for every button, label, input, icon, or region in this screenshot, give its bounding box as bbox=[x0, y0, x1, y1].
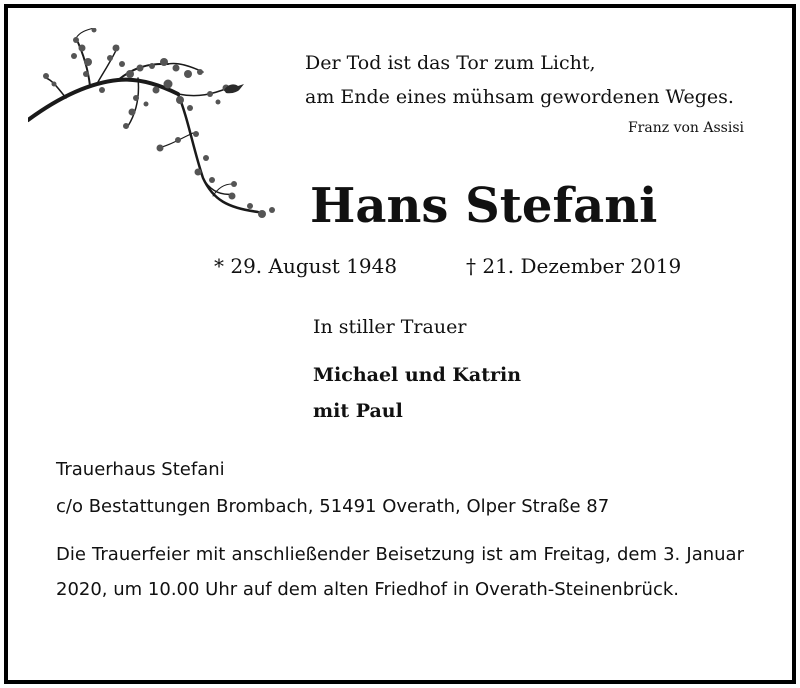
deceased-name: Hans Stefani bbox=[310, 178, 658, 234]
quote-line-1: Der Tod ist das Tor zum Licht, bbox=[305, 52, 596, 74]
blossom-branch-illustration bbox=[28, 28, 288, 228]
mourning-intro: In stiller Trauer bbox=[313, 316, 467, 338]
quote-line-2: am Ende eines mühsam gewordenen Weges. bbox=[305, 86, 734, 108]
mourner-line: Michael und Katrin bbox=[313, 364, 522, 386]
mourner-line: mit Paul bbox=[313, 400, 403, 422]
address-line-2: c/o Bestattungen Brombach, 51491 Overath, Olper Straße 87 bbox=[56, 496, 610, 517]
death-date: † 21. Dezember 2019 bbox=[466, 254, 682, 278]
birth-date: * 29. August 1948 bbox=[214, 254, 398, 278]
address-line-1: Trauerhaus Stefani bbox=[56, 459, 225, 480]
quote-author: Franz von Assisi bbox=[627, 120, 744, 136]
funeral-notice: Die Trauerfeier mit anschließender Beisetzung ist am Freitag, dem 3. Januar 2020, um 10.00 Uhr auf dem alten Friedhof in Overath-Steinenbrück. bbox=[56, 544, 744, 600]
quote-block bbox=[305, 46, 734, 114]
